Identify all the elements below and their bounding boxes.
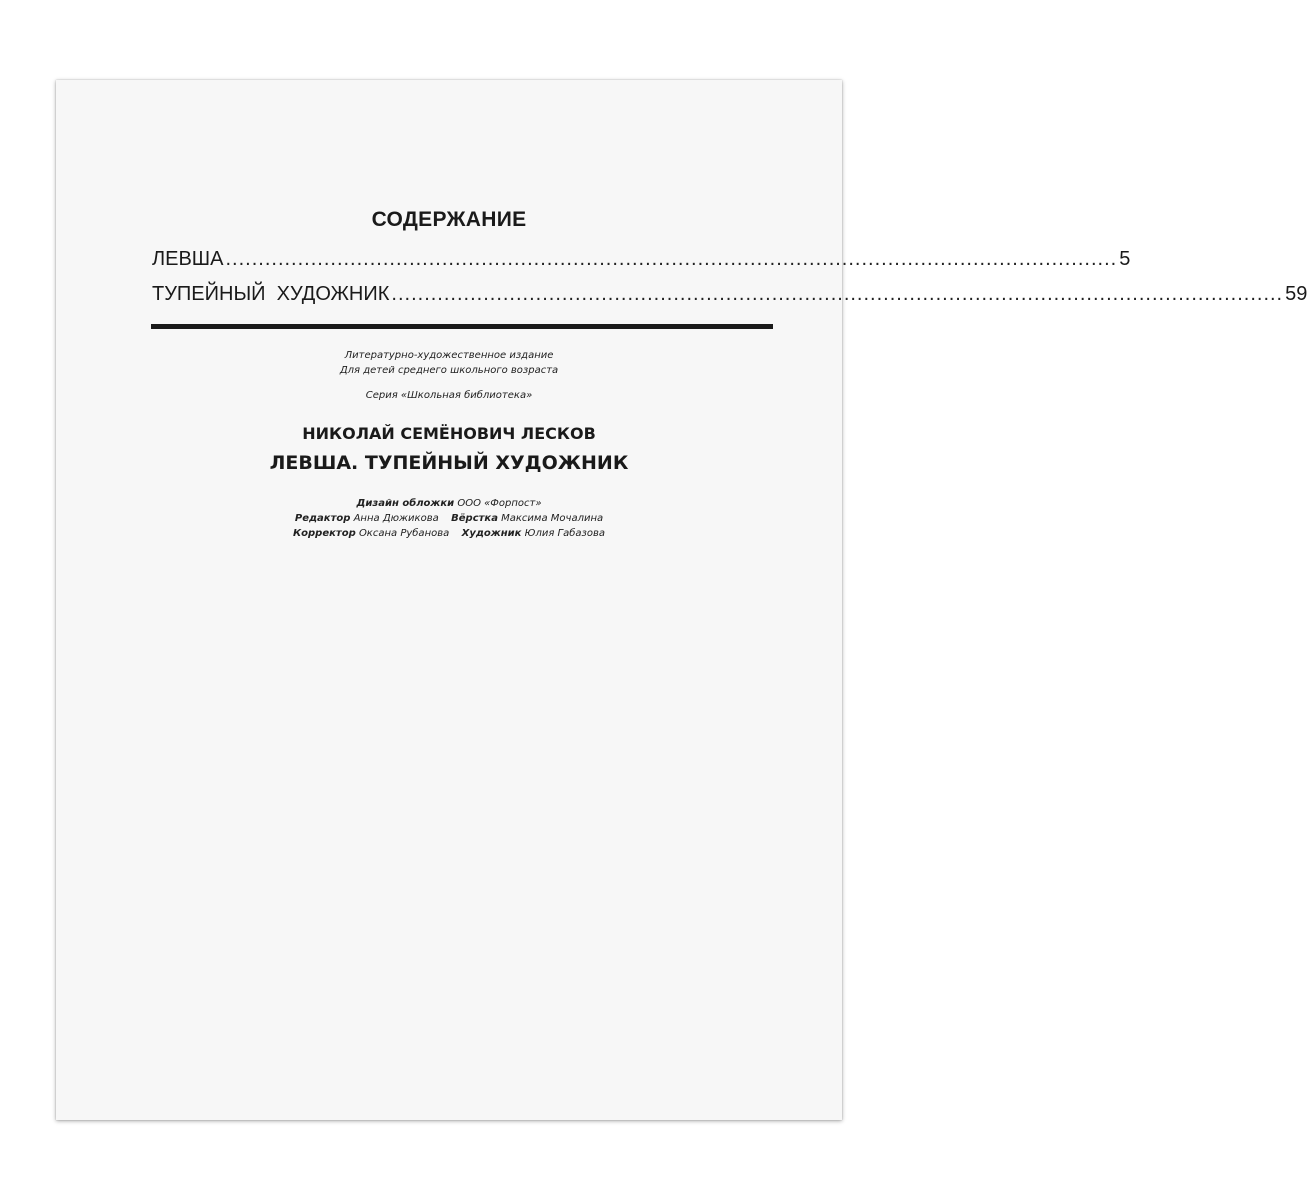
credit-name: Анна Дюжикова: [353, 513, 439, 524]
author-name: НИКОЛАЙ СЕМЁНОВИЧ ЛЕСКОВ: [302, 424, 596, 443]
credit-name: Оксана Рубанова: [358, 528, 450, 539]
credit-line: [56, 511, 842, 526]
book-title: ЛЕВША. ТУПЕЙНЫЙ ХУДОЖНИК: [269, 452, 629, 474]
toc-item-label: ТУПЕЙНЫЙ ХУДОЖНИК: [152, 283, 390, 305]
toc-item-label: ЛЕВША: [152, 248, 224, 270]
credit-role: Редактор: [294, 513, 351, 524]
toc-list: [152, 248, 1307, 318]
credit-role: Корректор: [292, 528, 356, 539]
credit-name: ООО «Форпост»: [457, 498, 542, 509]
book-page: [56, 80, 1307, 1120]
toc-title: СОДЕРЖАНИЕ: [371, 208, 527, 231]
toc-item[interactable]: [152, 248, 1131, 283]
credit-line: [56, 496, 842, 511]
toc-item-page: 59: [1285, 283, 1307, 305]
audience-note: Для детей среднего школьного возраста: [339, 365, 559, 376]
credit-name: Максима Мочалина: [501, 513, 604, 524]
toc-leader-dots: ........................................................................................................................................: [391, 283, 1284, 305]
credit-role: Художник: [461, 528, 522, 539]
series-name: Серия «Школьная библиотека»: [365, 390, 533, 401]
credit-line: [56, 526, 842, 541]
credit-name: Юлия Габазова: [524, 528, 605, 539]
credit-role: Вёрстка: [451, 513, 498, 524]
divider-rule: [151, 324, 773, 329]
toc-item[interactable]: [152, 283, 1307, 318]
toc-leader-dots: ........................................................................................................................................: [225, 248, 1118, 270]
credit-role: Дизайн обложки: [356, 498, 455, 509]
edition-type: Литературно-художественное издание: [344, 350, 554, 361]
toc-item-page: 5: [1119, 248, 1131, 270]
credits-block: [56, 496, 842, 541]
